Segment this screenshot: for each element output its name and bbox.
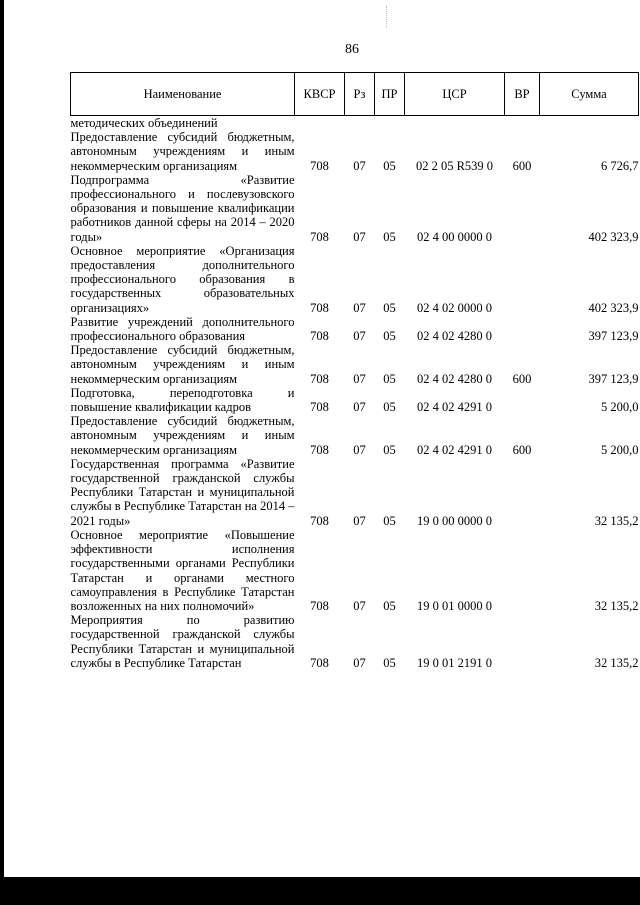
table-header-row — [71, 73, 639, 116]
col-header-csr: ЦСР — [405, 73, 505, 116]
row-kvsr: 708 — [310, 229, 329, 244]
row-kvsr: 708 — [310, 598, 329, 613]
row-csr: 19 0 01 2191 0 — [417, 655, 492, 670]
row-sum: 397 123,9 — [588, 329, 639, 344]
row-csr: 02 4 00 0000 0 — [417, 229, 492, 244]
row-name: Предоставление субсидий бюджетным, автономным учреждениям и иным некоммерческим организациям — [70, 343, 295, 386]
row-sum: 5 200,0 — [601, 442, 639, 457]
row-csr: 02 4 02 4280 0 — [417, 371, 492, 386]
row-vr — [505, 244, 540, 315]
row-vr — [505, 116, 540, 131]
row-rz: 07 — [353, 229, 366, 244]
row-csr: 02 4 02 4291 0 — [417, 442, 492, 457]
row-kvsr: 708 — [310, 329, 329, 344]
col-header-kvsr: КВСР — [295, 73, 345, 116]
budget-table — [70, 72, 639, 670]
row-sum: 32 135,2 — [594, 655, 639, 670]
col-header-pr: ПР — [375, 73, 405, 116]
row-pr: 05 — [383, 513, 396, 528]
row-csr — [405, 116, 505, 131]
row-pr: 05 — [383, 329, 396, 344]
row-pr: 05 — [383, 598, 396, 613]
row-kvsr: 708 — [310, 400, 329, 415]
row-name: Основное мероприятие «Повышение эффективности исполнения государственными органами Республики Татарстан и органами местного самоуправления в Республике Татарстан возложенных на них полномочий» — [70, 527, 295, 613]
row-kvsr: 708 — [310, 442, 329, 457]
row-name: методических объединений — [70, 116, 218, 130]
row-vr: 600 — [512, 158, 532, 173]
row-rz — [345, 116, 375, 131]
row-pr — [375, 116, 405, 131]
row-vr — [505, 613, 540, 670]
row-name: Развитие учреждений дополнительного профессионального образования — [70, 314, 295, 344]
row-sum: 402 323,9 — [588, 300, 639, 315]
page-number: 86 — [345, 42, 359, 57]
row-name: Мероприятия по развитию государственной гражданской службы Республики Татарстан и муниципальной службы в Республике Татарстан — [70, 613, 295, 670]
row-rz: 07 — [353, 442, 366, 457]
row-name: Основное мероприятие «Организация предоставления дополнительного профессионального образования в государственных образовательных организациях» — [70, 243, 295, 315]
table-row — [71, 528, 639, 613]
row-csr: 02 4 02 0000 0 — [417, 300, 492, 315]
row-name: Государственная программа «Развитие государственной гражданской службы Республики Татарстан и муниципальной службы в Республике Татарстан на 2014 – 2021 годы» — [70, 456, 295, 528]
row-kvsr: 708 — [310, 513, 329, 528]
row-sum: 5 200,0 — [601, 400, 639, 415]
row-sum: 32 135,2 — [594, 598, 639, 613]
row-vr — [505, 173, 540, 244]
row-vr — [505, 457, 540, 528]
table-row — [71, 457, 639, 528]
row-kvsr: 708 — [310, 300, 329, 315]
row-rz: 07 — [353, 371, 366, 386]
row-sum: 397 123,9 — [588, 371, 639, 386]
row-name: Подпрограмма «Развитие профессионального и послевузовского образования и повышение квалификации работников данной сферы на 2014 – 2020 годы» — [70, 172, 295, 244]
row-rz: 07 — [353, 598, 366, 613]
row-vr: 600 — [512, 442, 532, 457]
row-name: Предоставление субсидий бюджетным, автономным учреждениям и иным некоммерческим организациям — [70, 130, 295, 173]
row-pr: 05 — [383, 400, 396, 415]
row-pr: 05 — [383, 442, 396, 457]
row-kvsr: 708 — [310, 158, 329, 173]
table-row — [71, 414, 639, 457]
scan-mark — [386, 6, 388, 28]
row-pr: 05 — [383, 229, 396, 244]
row-csr: 19 0 01 0000 0 — [417, 598, 492, 613]
row-sum — [540, 116, 639, 131]
row-csr: 19 0 00 0000 0 — [417, 513, 492, 528]
row-rz: 07 — [353, 329, 366, 344]
row-kvsr: 708 — [310, 371, 329, 386]
row-sum: 32 135,2 — [594, 513, 639, 528]
table-row — [71, 343, 639, 386]
table-row — [71, 244, 639, 315]
row-name: Предоставление субсидий бюджетным, автономным учреждениям и иным некоммерческим организациям — [70, 414, 295, 457]
col-header-rz: Рз — [345, 73, 375, 116]
row-rz: 07 — [353, 400, 366, 415]
row-csr: 02 4 02 4280 0 — [417, 329, 492, 344]
row-kvsr — [295, 116, 345, 131]
table-row — [71, 130, 639, 173]
row-rz: 07 — [353, 300, 366, 315]
row-vr — [505, 528, 540, 613]
table-row — [71, 386, 639, 414]
row-pr: 05 — [383, 158, 396, 173]
row-sum: 402 323,9 — [588, 229, 639, 244]
row-pr: 05 — [383, 655, 396, 670]
table-row — [71, 315, 639, 343]
row-kvsr: 708 — [310, 655, 329, 670]
row-rz: 07 — [353, 655, 366, 670]
scan-bottom-border — [0, 877, 640, 905]
row-vr — [505, 315, 540, 343]
row-pr: 05 — [383, 371, 396, 386]
row-name: Подготовка, переподготовка и повышение квалификации кадров — [70, 385, 295, 415]
row-vr — [505, 386, 540, 414]
row-pr: 05 — [383, 300, 396, 315]
row-csr: 02 2 05 R539 0 — [415, 158, 494, 173]
col-header-sum: Сумма — [540, 73, 639, 116]
row-rz: 07 — [353, 513, 366, 528]
row-vr: 600 — [512, 371, 532, 386]
table-row — [71, 116, 639, 131]
table-row — [71, 173, 639, 244]
row-csr: 02 4 02 4291 0 — [417, 400, 492, 415]
row-sum: 6 726,7 — [601, 158, 639, 173]
row-rz: 07 — [353, 158, 366, 173]
scan-left-border — [0, 0, 4, 905]
col-header-name: Наименование — [71, 73, 295, 116]
col-header-vr: ВР — [505, 73, 540, 116]
table-row — [71, 613, 639, 670]
